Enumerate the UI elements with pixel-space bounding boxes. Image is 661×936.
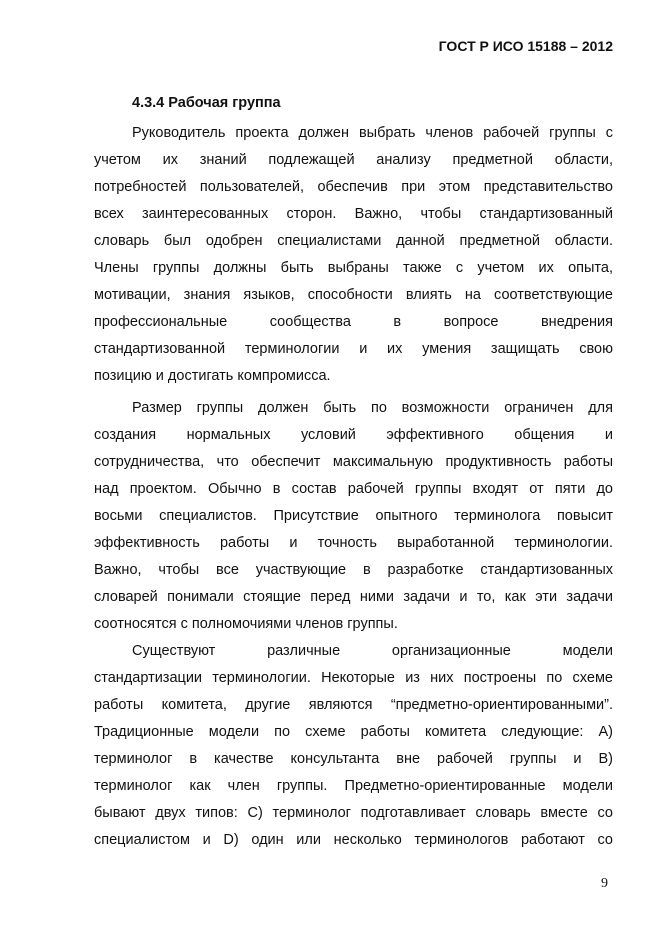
text-line: мотивации, знания языков, способности влиять на соответствующие: [94, 287, 613, 303]
text-line: словарей понимали стоящие перед ними задачи и то, как эти задачи: [94, 589, 613, 605]
paragraph-1: [94, 120, 613, 390]
text-line: Члены группы должны быть выбраны также с учетом их опыта,: [94, 260, 613, 276]
text-line: восьми специалистов. Присутствие опытного терминолога повысит: [94, 508, 613, 524]
text-line: соотносятся с полномочиями членов группы.: [94, 616, 398, 632]
text-line: потребностей пользователей, обеспечив при этом представительство: [94, 179, 613, 195]
text-line: бывают двух типов: C) терминолог подготавливает словарь вместе со: [94, 805, 613, 821]
text-line: профессиональные сообщества в вопросе внедрения: [94, 314, 613, 330]
text-line: позицию и достигать компромисса.: [94, 368, 331, 384]
document-header: ГОСТ Р ИСО 15188 – 2012: [438, 38, 613, 54]
text-line: терминолог как член группы. Предметно-ориентированные модели: [94, 778, 613, 794]
text-line: Традиционные модели по схеме работы комитета следующие: A): [94, 724, 613, 740]
text-line: эффективность работы и точность выработанной терминологии.: [94, 535, 613, 551]
text-line: специалистом и D) один или несколько терминологов работают со: [94, 832, 613, 848]
text-line: терминолог в качестве консультанта вне рабочей группы и B): [94, 751, 613, 767]
text-line: стандартизации терминологии. Некоторые из них построены по схеме: [94, 670, 613, 686]
text-line: Руководитель проекта должен выбрать членов рабочей группы с: [132, 125, 613, 141]
text-line: всех заинтересованных сторон. Важно, чтобы стандартизованный: [94, 206, 613, 222]
paragraph-3: [94, 638, 613, 854]
text-line: сотрудничества, что обеспечит максимальную продуктивность работы: [94, 454, 613, 470]
text-line: Существуют различные организационные модели: [132, 643, 613, 659]
text-line: создания нормальных условий эффективного общения и: [94, 427, 613, 443]
section-heading: 4.3.4 Рабочая группа: [132, 95, 281, 111]
text-line: над проектом. Обычно в состав рабочей группы входят от пяти до: [94, 481, 613, 497]
page-number: 9: [601, 876, 608, 891]
paragraph-2: [94, 395, 613, 638]
text-line: Размер группы должен быть по возможности ограничен для: [132, 400, 613, 416]
text-line: стандартизованной терминологии и их умения защищать свою: [94, 341, 613, 357]
text-line: работы комитета, другие являются “предметно-ориентированными”.: [94, 697, 613, 713]
text-line: Важно, чтобы все участвующие в разработке стандартизованных: [94, 562, 613, 578]
text-line: учетом их знаний подлежащей анализу предметной области,: [94, 152, 613, 168]
text-line: словарь был одобрен специалистами данной предметной области.: [94, 233, 613, 249]
